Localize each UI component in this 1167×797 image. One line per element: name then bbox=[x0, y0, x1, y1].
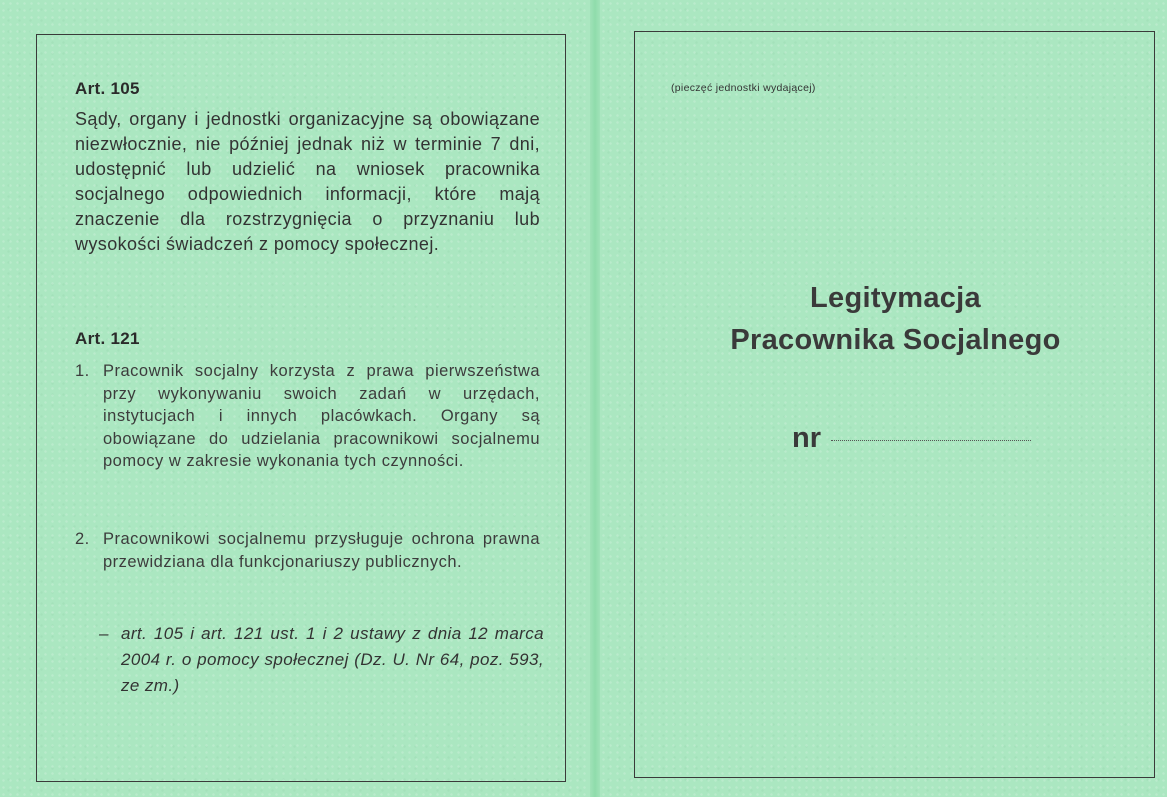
right-page bbox=[600, 0, 1167, 797]
center-fold bbox=[590, 0, 600, 797]
art-121-item-1 bbox=[75, 360, 540, 473]
citation-text: art. 105 i art. 121 ust. 1 i 2 ustawy z dnia 12 marca 2004 r. o pomocy społecznej (Dz. U. Nr 64, poz. 593, ze zm.) bbox=[121, 624, 544, 695]
card-number-label: nr bbox=[792, 422, 821, 454]
art-121-item-2 bbox=[75, 528, 540, 573]
art-121-item-1-number: 1. bbox=[75, 362, 90, 380]
citation-dash: – bbox=[99, 624, 109, 643]
card-title bbox=[635, 277, 1156, 361]
art-105-text: Sądy, organy i jednostki organizacyjne są obowiązane niezwłocznie, nie później jednak niż w terminie 7 dni, udostępnić lub udzielić na wniosek pracownika socjalnego odpowiednich informacji, które mają znaczenie dla rozstrzygnięcia o przyznaniu lub wysokości świadczeń z pomocy społecznej. bbox=[75, 109, 540, 254]
card-number-row bbox=[792, 422, 1031, 455]
left-page-border bbox=[36, 34, 566, 782]
legal-citation bbox=[99, 621, 544, 699]
art-121-item-1-text: Pracownik socjalny korzysta z prawa pierwszeństwa przy wykonywaniu swoich zadań w urzędach, instytucjach i innych placówkach. Organy są obowiązane do udzielania pracownikowi socjalnemu pomocy w zakresie wykonania tych czynności. bbox=[103, 362, 540, 470]
card-title-line-2: Pracownika Socjalnego bbox=[730, 324, 1061, 356]
art-105-heading: Art. 105 bbox=[75, 79, 140, 98]
art-121-item-2-number: 2. bbox=[75, 530, 90, 548]
card-title-line-1: Legitymacja bbox=[810, 282, 981, 314]
art-121-item-2-text: Pracownikowi socjalnemu przysługuje ochrona prawna przewidziana dla funkcjonariuszy publicznych. bbox=[103, 530, 540, 571]
right-page-border bbox=[634, 31, 1155, 778]
card-number-field[interactable] bbox=[831, 439, 1031, 441]
art-121-heading: Art. 121 bbox=[75, 329, 140, 348]
stamp-label: (pieczęć jednostki wydającej) bbox=[671, 82, 816, 94]
